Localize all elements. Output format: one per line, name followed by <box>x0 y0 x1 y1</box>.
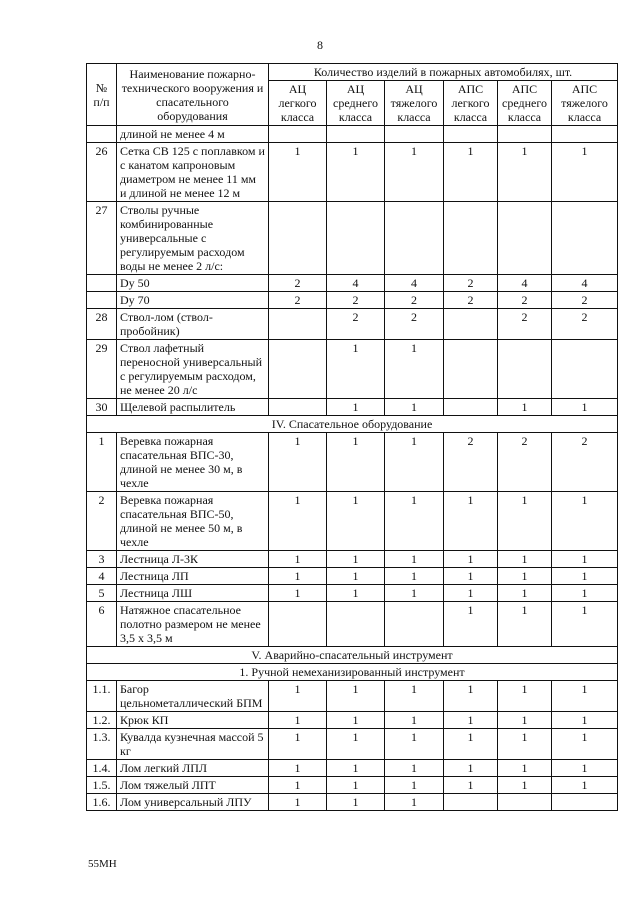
table-row <box>87 143 618 202</box>
table-body <box>87 126 618 811</box>
row-quantity: 2 <box>327 309 385 340</box>
row-quantity: 1 <box>552 143 618 202</box>
row-item-name: Натяжное спасательное полотно размером не менее 3,5 х 3,5 м <box>117 602 269 647</box>
section-title: V. Аварийно-спасательный инструмент <box>87 647 618 664</box>
row-item-name: Ствол лафетный переносной универсальный с регулируемым расходом, не менее 20 л/с <box>117 340 269 399</box>
row-item-name: Стволы ручные комбинированные универсальные с регулируемым расходом воды не менее 2 л/с: <box>117 202 269 275</box>
header-column: АЦ тяжелого класса <box>385 81 444 126</box>
row-quantity: 1 <box>327 551 385 568</box>
row-quantity: 1 <box>327 729 385 760</box>
row-quantity: 1 <box>444 777 498 794</box>
row-number: 1.6. <box>87 794 117 811</box>
header-name: Наименование пожарно-технического вооружения и спасательного оборудования <box>117 64 269 126</box>
row-quantity: 1 <box>269 585 327 602</box>
row-quantity: 1 <box>385 585 444 602</box>
row-quantity <box>444 309 498 340</box>
row-quantity <box>269 309 327 340</box>
row-quantity: 2 <box>552 292 618 309</box>
row-quantity <box>385 202 444 275</box>
row-quantity: 1 <box>385 340 444 399</box>
header-column: АПС легкого класса <box>444 81 498 126</box>
row-quantity: 1 <box>498 143 552 202</box>
row-quantity: 1 <box>327 340 385 399</box>
row-quantity: 1 <box>498 729 552 760</box>
row-quantity: 1 <box>269 568 327 585</box>
row-quantity <box>444 794 498 811</box>
row-item-name: Лом универсальный ЛПУ <box>117 794 269 811</box>
header-num: № п/п <box>87 64 117 126</box>
row-item-name: Лестница ЛП <box>117 568 269 585</box>
row-quantity: 1 <box>269 760 327 777</box>
row-number: 6 <box>87 602 117 647</box>
row-number: 29 <box>87 340 117 399</box>
row-quantity: 1 <box>327 568 385 585</box>
row-quantity: 1 <box>444 602 498 647</box>
row-quantity <box>385 126 444 143</box>
row-quantity: 1 <box>552 712 618 729</box>
row-quantity: 1 <box>552 681 618 712</box>
row-number <box>87 126 117 143</box>
table-row <box>87 340 618 399</box>
row-quantity <box>444 126 498 143</box>
row-quantity: 1 <box>498 777 552 794</box>
table-row <box>87 202 618 275</box>
row-quantity: 1 <box>498 399 552 416</box>
header-column: АПС тяжелого класса <box>552 81 618 126</box>
row-quantity: 1 <box>552 568 618 585</box>
row-quantity <box>552 794 618 811</box>
row-quantity: 1 <box>327 433 385 492</box>
row-quantity: 1 <box>269 777 327 794</box>
table-row <box>87 292 618 309</box>
row-quantity: 1 <box>327 399 385 416</box>
row-quantity: 1 <box>327 492 385 551</box>
row-quantity: 1 <box>498 568 552 585</box>
row-quantity: 1 <box>385 143 444 202</box>
row-number: 3 <box>87 551 117 568</box>
footer-code: 55МН <box>88 858 117 870</box>
section-title: IV. Спасательное оборудование <box>87 416 618 433</box>
row-item-name: Ствол-лом (ствол-пробойник) <box>117 309 269 340</box>
row-item-name: Dy 50 <box>117 275 269 292</box>
row-quantity: 2 <box>269 275 327 292</box>
row-quantity: 1 <box>552 585 618 602</box>
row-number: 26 <box>87 143 117 202</box>
row-number: 5 <box>87 585 117 602</box>
row-quantity: 1 <box>552 602 618 647</box>
row-quantity: 2 <box>444 433 498 492</box>
row-number: 2 <box>87 492 117 551</box>
row-quantity <box>385 602 444 647</box>
header-quantity: Количество изделий в пожарных автомобилях, шт. <box>269 64 618 81</box>
table-row <box>87 681 618 712</box>
row-quantity <box>444 399 498 416</box>
row-quantity: 4 <box>385 275 444 292</box>
row-quantity <box>498 794 552 811</box>
row-quantity: 1 <box>444 551 498 568</box>
row-quantity <box>327 202 385 275</box>
row-quantity: 1 <box>552 777 618 794</box>
row-quantity <box>269 399 327 416</box>
row-quantity: 2 <box>385 292 444 309</box>
row-quantity <box>327 126 385 143</box>
row-quantity <box>269 340 327 399</box>
row-quantity: 2 <box>444 292 498 309</box>
row-quantity: 1 <box>444 585 498 602</box>
row-quantity: 1 <box>444 681 498 712</box>
row-quantity: 1 <box>444 492 498 551</box>
row-quantity <box>552 340 618 399</box>
table-row <box>87 585 618 602</box>
row-quantity: 1 <box>269 712 327 729</box>
equipment-table <box>86 63 618 811</box>
row-quantity: 1 <box>385 492 444 551</box>
row-quantity: 1 <box>327 681 385 712</box>
row-quantity: 1 <box>269 492 327 551</box>
row-quantity <box>552 126 618 143</box>
row-number: 30 <box>87 399 117 416</box>
row-number: 1.5. <box>87 777 117 794</box>
row-quantity: 1 <box>327 777 385 794</box>
row-quantity: 2 <box>552 309 618 340</box>
row-quantity: 1 <box>385 777 444 794</box>
table-row <box>87 568 618 585</box>
section-row <box>87 416 618 433</box>
table-row <box>87 777 618 794</box>
row-quantity: 1 <box>385 712 444 729</box>
header-row-top <box>87 64 618 81</box>
row-quantity: 1 <box>385 399 444 416</box>
table-row <box>87 399 618 416</box>
row-quantity: 1 <box>327 760 385 777</box>
row-item-name: длиной не менее 4 м <box>117 126 269 143</box>
section-title: 1. Ручной немеханизированный инструмент <box>87 664 618 681</box>
row-quantity: 1 <box>269 681 327 712</box>
row-quantity: 1 <box>269 433 327 492</box>
row-number: 1.3. <box>87 729 117 760</box>
table-row <box>87 794 618 811</box>
row-quantity: 1 <box>552 760 618 777</box>
row-number <box>87 292 117 309</box>
table-row <box>87 712 618 729</box>
row-quantity: 2 <box>498 292 552 309</box>
row-quantity: 1 <box>385 568 444 585</box>
row-quantity <box>444 202 498 275</box>
row-quantity: 1 <box>385 794 444 811</box>
row-number: 4 <box>87 568 117 585</box>
row-quantity: 4 <box>498 275 552 292</box>
row-quantity <box>498 126 552 143</box>
row-quantity: 2 <box>269 292 327 309</box>
row-number: 1.2. <box>87 712 117 729</box>
row-quantity: 1 <box>327 585 385 602</box>
row-quantity: 1 <box>385 760 444 777</box>
row-quantity: 1 <box>498 760 552 777</box>
row-quantity: 1 <box>385 433 444 492</box>
table-row <box>87 729 618 760</box>
row-item-name: Щелевой распылитель <box>117 399 269 416</box>
row-number: 28 <box>87 309 117 340</box>
row-quantity: 1 <box>269 794 327 811</box>
row-quantity: 4 <box>327 275 385 292</box>
section-row <box>87 647 618 664</box>
row-quantity: 1 <box>498 492 552 551</box>
row-quantity: 1 <box>327 143 385 202</box>
row-quantity: 4 <box>552 275 618 292</box>
row-number: 1.1. <box>87 681 117 712</box>
header-column: АПС среднего класса <box>498 81 552 126</box>
row-quantity <box>327 602 385 647</box>
row-quantity: 2 <box>385 309 444 340</box>
row-quantity: 1 <box>552 729 618 760</box>
row-quantity: 1 <box>269 729 327 760</box>
row-quantity: 2 <box>444 275 498 292</box>
table-row <box>87 309 618 340</box>
row-number <box>87 275 117 292</box>
row-quantity: 2 <box>498 309 552 340</box>
row-number: 1 <box>87 433 117 492</box>
row-item-name: Лестница ЛШ <box>117 585 269 602</box>
row-item-name: Сетка СВ 125 с поплавком и с канатом капроновым диаметром не менее 11 мм и длиной не менее 12 м <box>117 143 269 202</box>
row-quantity: 2 <box>498 433 552 492</box>
row-quantity: 1 <box>552 492 618 551</box>
row-quantity: 1 <box>385 681 444 712</box>
row-quantity: 1 <box>498 712 552 729</box>
row-quantity <box>269 126 327 143</box>
row-quantity: 1 <box>444 712 498 729</box>
row-quantity: 1 <box>444 729 498 760</box>
row-number: 1.4. <box>87 760 117 777</box>
row-quantity: 1 <box>385 551 444 568</box>
row-item-name: Dy 70 <box>117 292 269 309</box>
table-row <box>87 551 618 568</box>
row-quantity: 1 <box>444 568 498 585</box>
row-quantity <box>269 602 327 647</box>
row-quantity: 1 <box>385 729 444 760</box>
row-item-name: Багор цельнометаллический БПМ <box>117 681 269 712</box>
row-quantity: 1 <box>444 760 498 777</box>
table-row <box>87 492 618 551</box>
row-number: 27 <box>87 202 117 275</box>
row-item-name: Лом легкий ЛПЛ <box>117 760 269 777</box>
row-quantity: 1 <box>498 681 552 712</box>
row-quantity: 1 <box>552 399 618 416</box>
row-quantity <box>269 202 327 275</box>
header-column: АЦ легкого класса <box>269 81 327 126</box>
row-quantity: 1 <box>269 551 327 568</box>
table-row <box>87 602 618 647</box>
row-quantity: 1 <box>269 143 327 202</box>
row-item-name: Лестница Л-3К <box>117 551 269 568</box>
row-quantity: 1 <box>498 585 552 602</box>
table-row <box>87 433 618 492</box>
row-item-name: Веревка пожарная спасательная ВПС-50, длиной не менее 50 м, в чехле <box>117 492 269 551</box>
row-item-name: Кувалда кузнечная массой 5 кг <box>117 729 269 760</box>
table-row <box>87 275 618 292</box>
row-quantity <box>552 202 618 275</box>
row-quantity <box>498 340 552 399</box>
header-column: АЦ среднего класса <box>327 81 385 126</box>
row-item-name: Крюк КП <box>117 712 269 729</box>
row-quantity: 1 <box>498 551 552 568</box>
page-number: 8 <box>317 38 323 52</box>
table-row <box>87 760 618 777</box>
row-quantity: 1 <box>327 794 385 811</box>
row-quantity: 1 <box>327 712 385 729</box>
row-quantity <box>444 340 498 399</box>
row-quantity: 2 <box>552 433 618 492</box>
row-quantity: 1 <box>444 143 498 202</box>
row-quantity <box>498 202 552 275</box>
row-quantity: 1 <box>552 551 618 568</box>
table-row <box>87 126 618 143</box>
row-item-name: Веревка пожарная спасательная ВПС-30, длиной не менее 30 м, в чехле <box>117 433 269 492</box>
row-quantity: 2 <box>327 292 385 309</box>
row-quantity: 1 <box>498 602 552 647</box>
row-item-name: Лом тяжелый ЛПТ <box>117 777 269 794</box>
section-row <box>87 664 618 681</box>
